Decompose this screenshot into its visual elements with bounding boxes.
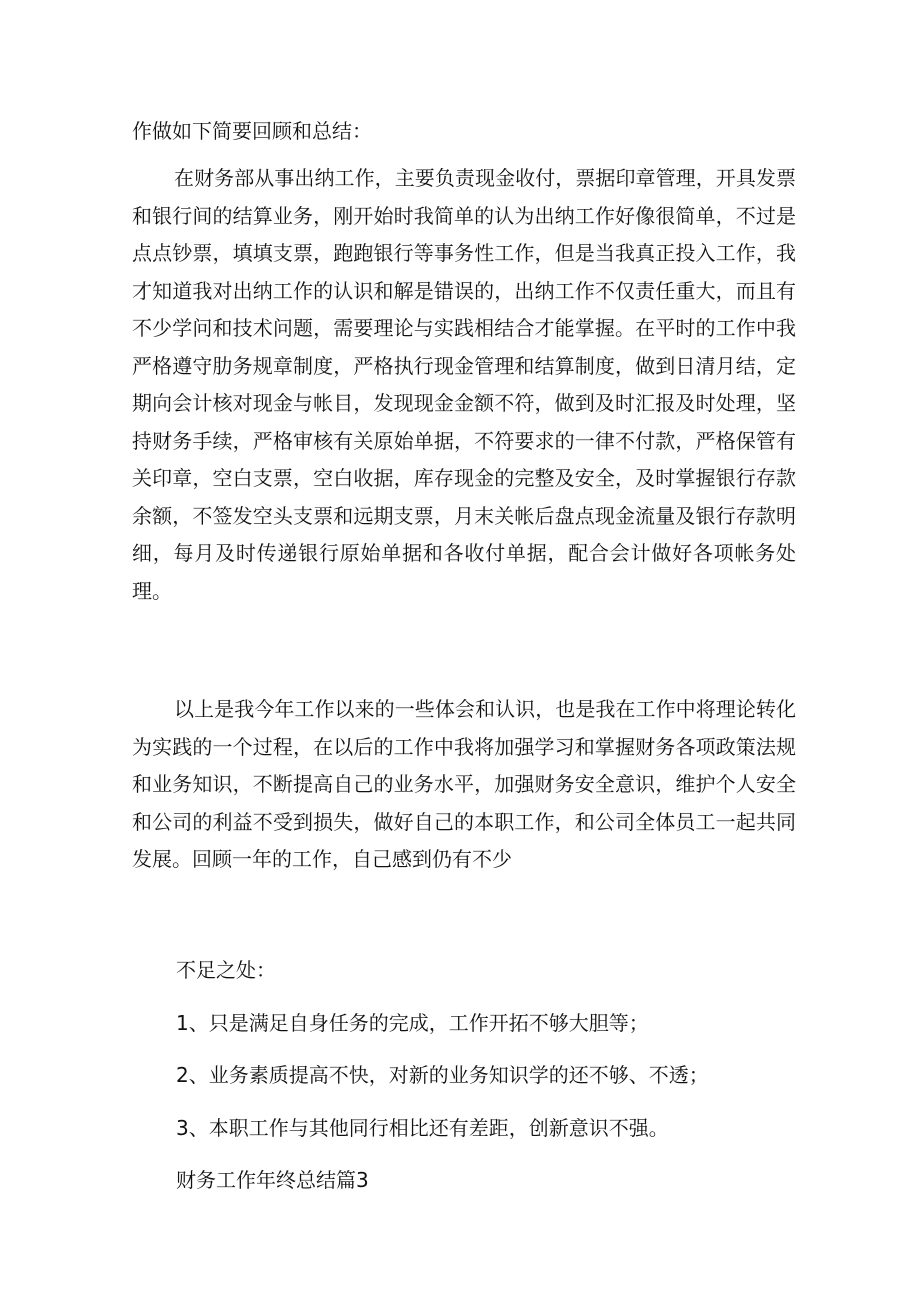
shortcoming-item-1: 1、只是满足自身任务的完成，工作开拓不够大胆等； <box>176 1011 649 1035</box>
cashier-work-paragraph: 在财务部从事出纳工作，主要负责现金收付，票据印章管理，开具发票和银行间的结算业务，刚开始时我简单的认为出纳工作好像很简单，不过是点点钞票，填填支票，跑跑银行等事务性工作，但是当我真正投入工作，我才知道我对出纳工作的认识和解是错误的，出纳工作不仅责任重大，而且有不少学问和技术问题，需要理论与实践相结合才能掌握。在平时的工作中我严格遵守肋务规章制度，严格执行现金管理和结算制度，做到日清月结，定期向会计核对现金与帐目，发现现金金额不符，做到及时汇报及时处理，坚持财务手续，严格审核有关原始单据，不符要求的一律不付款，严格保管有关印章，空白支票，空白收据，库存现金的完整及安全，及时掌握银行存款余额，不签发空头支票和远期支票，月末关帐后盘点现金流量及银行存款明细，每月及时传递银行原始单据和各收付单据，配合会计做好各项帐务处理。 <box>132 166 796 603</box>
intro-line: 作做如下简要回顾和总结： <box>132 119 372 143</box>
reflection-paragraph: 以上是我今年工作以来的一些体会和认识，也是我在工作中将理论转化为实践的一个过程，在以后的工作中我将加强学习和掌握财务各项政策法规和业务知识，不断提高自己的业务水平，加强财务安全意识，维护个人安全和公司的利益不受到损失，做好自己的本职工作，和公司全体员工一起共同发展。回顾一年的工作，自己感到仍有不少 <box>132 697 796 871</box>
shortcoming-item-3: 3、本职工作与其他同行相比还有差距，创新意识不强。 <box>176 1116 669 1140</box>
shortcoming-item-2: 2、业务素质提高不快，对新的业务知识学的还不够、不透； <box>176 1063 709 1087</box>
shortcomings-heading: 不足之处： <box>176 958 276 982</box>
section-title: 财务工作年终总结篇3 <box>176 1168 369 1192</box>
